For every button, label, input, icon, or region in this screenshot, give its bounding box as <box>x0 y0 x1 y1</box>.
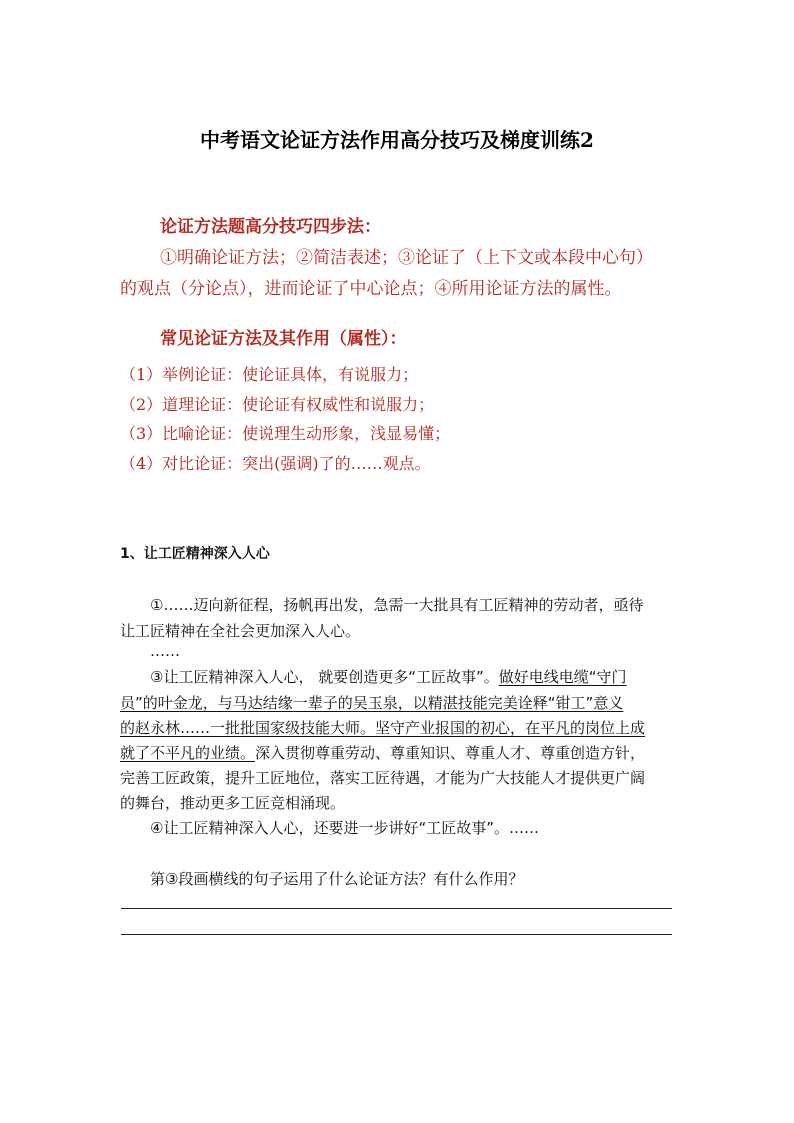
p3-text: ③让工匠精神深入人心， 就要创造更多“工匠故事”。 <box>150 668 499 686</box>
method-item: （2）道理论证：使论证有权威性和说服力； <box>120 395 435 414</box>
tips-line-2: 的观点（分论点），进而论证了中心论点；④所用论证方法的属性。 <box>120 279 622 299</box>
paragraph-4: ④让工匠精神深入人心，还要进一步讲好“工匠故事”。…… <box>150 819 539 837</box>
paragraph-3: 的舞台，推动更多工匠竞相涌现。 <box>120 794 346 812</box>
p3-underlined: 做好电线电缆“守门 <box>498 668 627 686</box>
paragraph-1-cont: 让工匠精神在全社会更加深入人心。 <box>120 622 361 640</box>
p3-text: 深入贯彻尊重劳动、尊重知识、尊重人才、尊重创造方针， <box>255 744 646 762</box>
answer-line[interactable] <box>121 934 672 935</box>
methods-heading: 常见论证方法及其作用（属性）： <box>160 329 407 349</box>
method-item: （3）比喻论证：使说理生动形象，浅显易懂； <box>120 424 451 443</box>
paragraph-3: 完善工匠政策，提升工匠地位，落实工匠待遇，才能为广大技能人才提供更广阔 <box>120 769 646 787</box>
tips-line-1: ①明确论证方法；②简洁表述；③论证了（上下文或本段中心句） <box>160 248 653 268</box>
method-item: （4）对比论证：突出(强调)了的……观点。 <box>120 454 431 473</box>
answer-line[interactable] <box>121 908 672 909</box>
question: 第③段画横线的句子运用了什么论证方法？有什么作用？ <box>150 870 524 888</box>
page-title: 中考语文论证方法作用高分技巧及梯度训练2 <box>200 128 594 152</box>
method-item: （1）举例论证：使论证具体，有说服力； <box>120 365 419 384</box>
tips-heading: 论证方法题高分技巧四步法： <box>160 217 381 237</box>
exercise-title: 1、让工匠精神深入人心 <box>120 546 270 562</box>
paragraph-1: ①……迈向新征程，扬帆再出发，急需一大批具有工匠精神的劳动者，亟待 <box>150 596 644 614</box>
p3-underlined: 就了不平凡的业绩。 <box>120 744 256 762</box>
ellipsis: …… <box>150 642 180 660</box>
paragraph-3-underlined: 的赵永林……一批批国家级技能大师。坚守产业报国的初心，在平凡的岗位上成 <box>120 719 646 737</box>
paragraph-3 <box>150 666 627 687</box>
paragraph-3 <box>120 742 645 763</box>
paragraph-3-underlined: 员”的叶金龙，与马达结缘一辈子的吴玉泉，以精湛技能完美诠释“钳工”意义 <box>120 694 624 712</box>
